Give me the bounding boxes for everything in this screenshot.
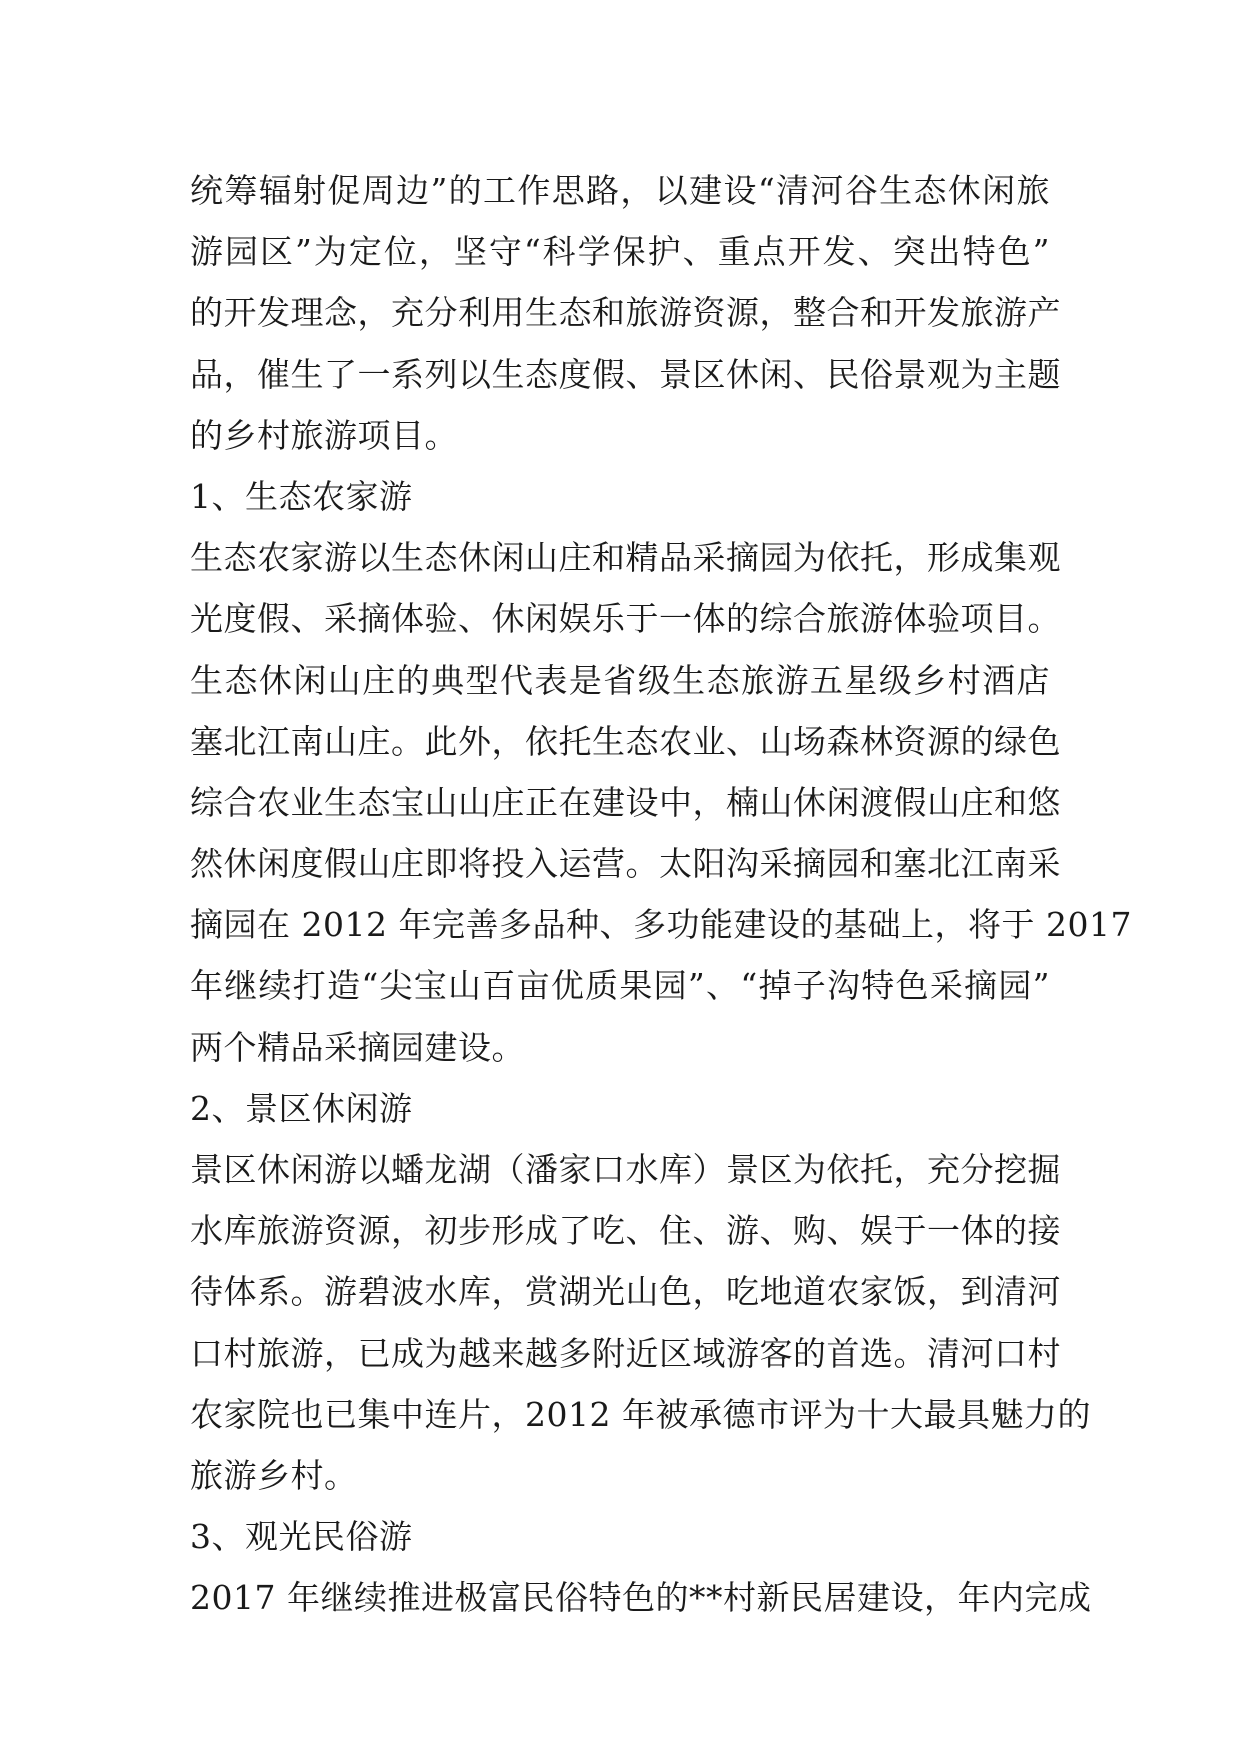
section-heading: 2、景区休闲游 — [190, 1088, 413, 1128]
text-line: 光度假、采摘体验、休闲娱乐于一体的综合旅游体验项目。 — [190, 599, 1061, 639]
text-line: 口村旅游，已成为越来越多附近区域游客的首选。清河口村 — [190, 1333, 1061, 1373]
text-line: 游园区”为定位，坚守“科学保护、重点开发、突出特色” — [190, 232, 1050, 272]
text-line: 摘园在 2012 年完善多品种、多功能建设的基础上，将于 2017 — [190, 905, 1132, 945]
text-line: 统筹辐射促周边”的工作思路，以建设“清河谷生态休闲旅 — [190, 171, 1050, 210]
text-line: 的开发理念，充分利用生态和旅游资源，整合和开发旅游产 — [190, 293, 1061, 333]
text-line: 待体系。游碧波水库，赏湖光山色，吃地道农家饭，到清河 — [190, 1272, 1061, 1312]
body-text — [190, 160, 1132, 1629]
text-line: 农家院也已集中连片，2012 年被承德市评为十大最具魅力的 — [190, 1394, 1091, 1434]
text-line: 旅游乡村。 — [190, 1455, 358, 1495]
text-line: 综合农业生态宝山山庄正在建设中，楠山休闲渡假山庄和悠 — [190, 782, 1061, 822]
section-heading: 3、观光民俗游 — [190, 1517, 413, 1557]
text-line: 生态休闲山庄的典型代表是省级生态旅游五星级乡村酒店 — [190, 660, 1050, 700]
text-line: 生态农家游以生态休闲山庄和精品采摘园为依托，形成集观 — [190, 538, 1061, 578]
text-line: 水库旅游资源，初步形成了吃、住、游、购、娱于一体的接 — [190, 1211, 1061, 1251]
section-heading: 1、生态农家游 — [190, 476, 413, 516]
text-line: 景区休闲游以蟠龙湖（潘家口水库）景区为依托，充分挖掘 — [190, 1150, 1061, 1189]
text-line: 然休闲度假山庄即将投入运营。太阳沟采摘园和塞北江南采 — [190, 844, 1061, 884]
text-line: 年继续打造“尖宝山百亩优质果园”、“掉子沟特色采摘园” — [190, 966, 1050, 1006]
text-line: 2017 年继续推进极富民俗特色的**村新民居建设，年内完成 — [190, 1578, 1092, 1618]
text-line: 品，催生了一系列以生态度假、景区休闲、民俗景观为主题 — [190, 354, 1061, 394]
text-line: 塞北江南山庄。此外，依托生态农业、山场森林资源的绿色 — [190, 721, 1061, 761]
text-line: 的乡村旅游项目。 — [190, 415, 458, 455]
text-line: 两个精品采摘园建设。 — [190, 1027, 525, 1067]
